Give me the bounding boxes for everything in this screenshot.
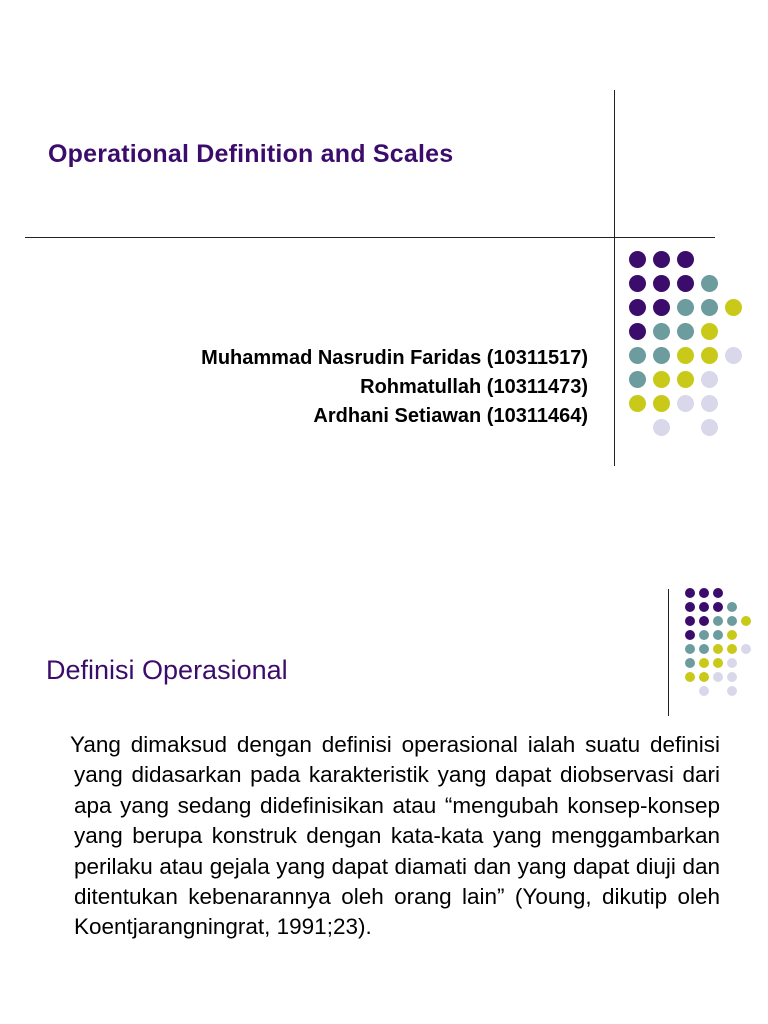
slide-title: Operational Definition and Scales	[48, 140, 454, 168]
decorative-dot	[727, 672, 737, 682]
decorative-dot	[727, 630, 737, 640]
decorative-dot	[629, 347, 646, 364]
decorative-dot	[727, 658, 737, 668]
decorative-dot	[713, 672, 723, 682]
decorative-dot	[653, 323, 670, 340]
decorative-dot	[685, 588, 695, 598]
decorative-dot	[701, 371, 718, 388]
decorative-dot	[653, 419, 670, 436]
decorative-dot	[653, 371, 670, 388]
vertical-rule	[668, 589, 669, 716]
decorative-dot	[741, 644, 751, 654]
decorative-dot	[713, 616, 723, 626]
decorative-dot	[653, 251, 670, 268]
decorative-dot	[699, 616, 709, 626]
content-slide	[0, 512, 768, 1024]
decorative-dot	[699, 658, 709, 668]
decorative-dot	[701, 419, 718, 436]
decorative-dot	[677, 371, 694, 388]
decorative-dot	[713, 644, 723, 654]
decorative-dot	[685, 672, 695, 682]
decorative-dot	[741, 616, 751, 626]
decorative-dot	[727, 686, 737, 696]
author-name: Muhammad Nasrudin Faridas (10311517)	[201, 347, 588, 369]
decorative-dot	[685, 630, 695, 640]
author-list	[201, 344, 588, 431]
decorative-dot	[677, 251, 694, 268]
decorative-dot	[699, 672, 709, 682]
decorative-dot	[685, 616, 695, 626]
decorative-dot	[701, 347, 718, 364]
decorative-dot	[685, 602, 695, 612]
definition-paragraph: Yang dimaksud dengan definisi operasional ialah suatu definisi yang didasarkan pada karakteristik yang dapat diobservasi dari apa yang sedang didefinisikan atau “mengubah konsep-konsep yang berupa konstruk dengan kata-kata yang menggambarkan perilaku atau gejala yang dapat diamati dan yang dapat diuji dan ditentukan kebenarannya oleh orang lain” (Young, dikutip oleh Koentjarangningrat, 1991;23).	[70, 732, 720, 940]
decorative-dot	[699, 686, 709, 696]
decorative-dot	[701, 275, 718, 292]
decorative-dot	[629, 275, 646, 292]
decorative-dot	[677, 323, 694, 340]
decorative-dot	[727, 602, 737, 612]
decorative-dot	[699, 588, 709, 598]
decorative-dot	[677, 275, 694, 292]
decorative-dot	[685, 644, 695, 654]
decorative-dot	[699, 602, 709, 612]
decorative-dot	[653, 347, 670, 364]
slide-heading: Definisi Operasional	[46, 655, 288, 685]
decorative-dot	[629, 323, 646, 340]
decorative-dot	[677, 395, 694, 412]
decorative-dot	[629, 395, 646, 412]
decorative-dot	[629, 251, 646, 268]
decorative-dot	[685, 658, 695, 668]
decorative-dot	[701, 395, 718, 412]
vertical-rule	[614, 90, 615, 466]
decorative-dot	[699, 630, 709, 640]
decorative-dot	[653, 275, 670, 292]
author-name: Ardhani Setiawan (10311464)	[313, 405, 588, 427]
decorative-dot	[677, 347, 694, 364]
decorative-dot	[653, 395, 670, 412]
decorative-dot	[727, 644, 737, 654]
decorative-dot	[677, 299, 694, 316]
decorative-dot	[629, 299, 646, 316]
decorative-dot	[701, 299, 718, 316]
author-name: Rohmatullah (10311473)	[360, 376, 588, 398]
decorative-dot	[713, 588, 723, 598]
decorative-dot	[725, 299, 742, 316]
horizontal-rule	[25, 237, 715, 238]
decorative-dot	[629, 371, 646, 388]
decorative-dot	[713, 630, 723, 640]
decorative-dot	[713, 602, 723, 612]
decorative-dot	[727, 616, 737, 626]
decorative-dot	[725, 347, 742, 364]
decorative-dot	[653, 299, 670, 316]
decorative-dot	[713, 658, 723, 668]
decorative-dot	[699, 644, 709, 654]
decorative-dot	[701, 323, 718, 340]
